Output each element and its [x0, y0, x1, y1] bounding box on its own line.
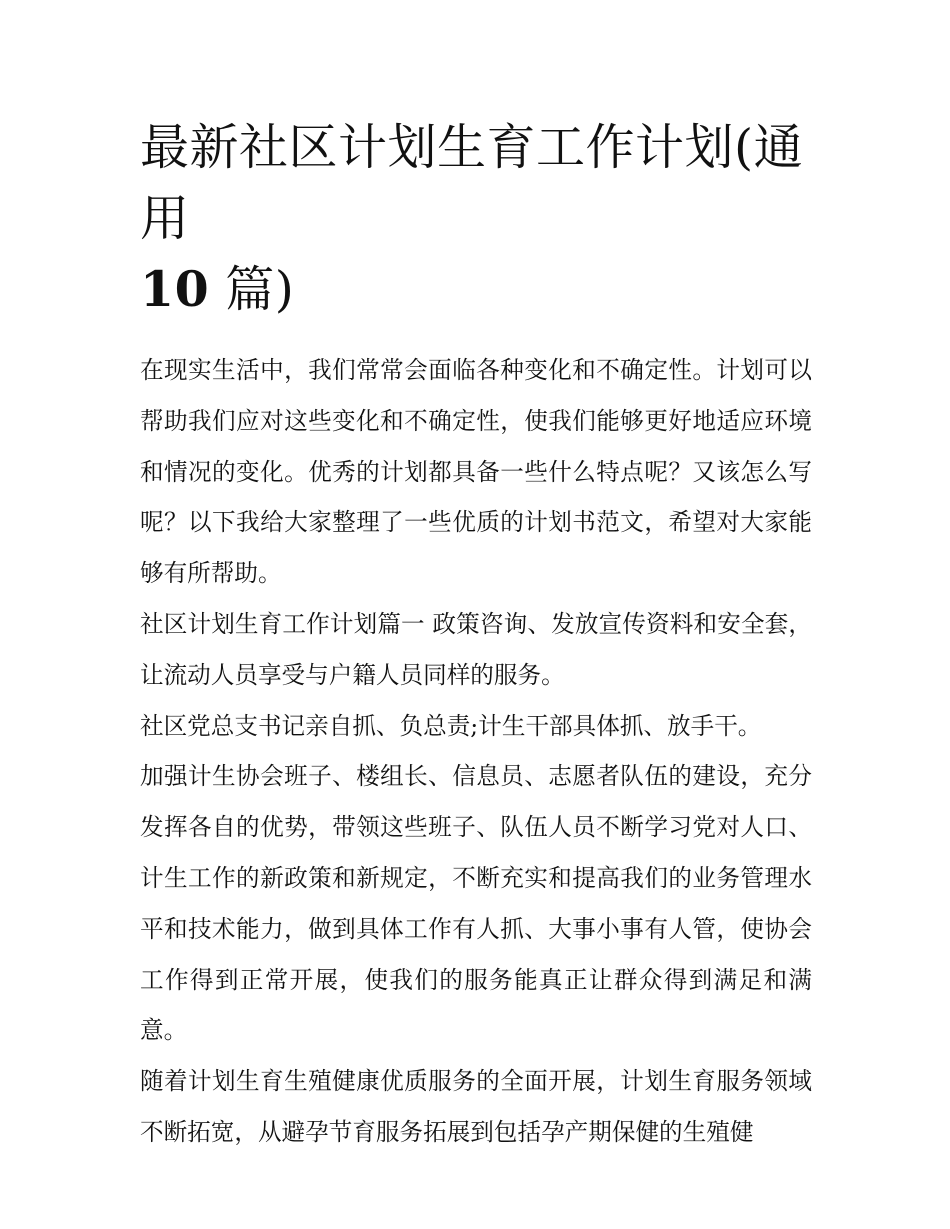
document-page — [140, 112, 812, 1158]
title-text: 最新社区计划生育工作计划(通用 — [140, 119, 804, 247]
paragraph-association: 加强计生协会班子、楼组长、信息员、志愿者队伍的建设，充分发挥各自的优势，带领这些班子、队伍人员不断学习党对人口、计生工作的新政策和新规定，不断充实和提高我们的业务管理水平和技术能力，做到具体工作有人抓、大事小事有人管，使协会工作得到正常开展，使我们的服务能真正让群众得到满足和满意。 — [140, 762, 812, 1045]
paragraph-leadership: 社区党总支书记亲自抓、负总责;计生干部具体抓、放手干。 — [140, 711, 762, 740]
title-suffix: 篇) — [225, 261, 295, 318]
document-title — [140, 112, 812, 325]
paragraph-intro: 在现实生活中，我们常常会面临各种变化和不确定性。计划可以帮助我们应对这些变化和不确定性，使我们能够更好地适应环境和情况的变化。优秀的计划都具备一些什么特点呢？又该怎么写呢？以下我给大家整理了一些优质的计划书范文，希望对大家能够有所帮助。 — [140, 356, 812, 588]
paragraph-section-one: 社区计划生育工作计划篇一 政策咨询、发放宣传资料和安全套，让流动人员享受与户籍人员同样的服务。 — [140, 609, 812, 689]
paragraph-services: 随着计划生育生殖健康优质服务的全面开展，计划生育服务领域不断拓宽，从避孕节育服务拓展到包括孕产期保健的生殖健 — [140, 1067, 812, 1146]
title-number: 10 — [140, 260, 210, 318]
